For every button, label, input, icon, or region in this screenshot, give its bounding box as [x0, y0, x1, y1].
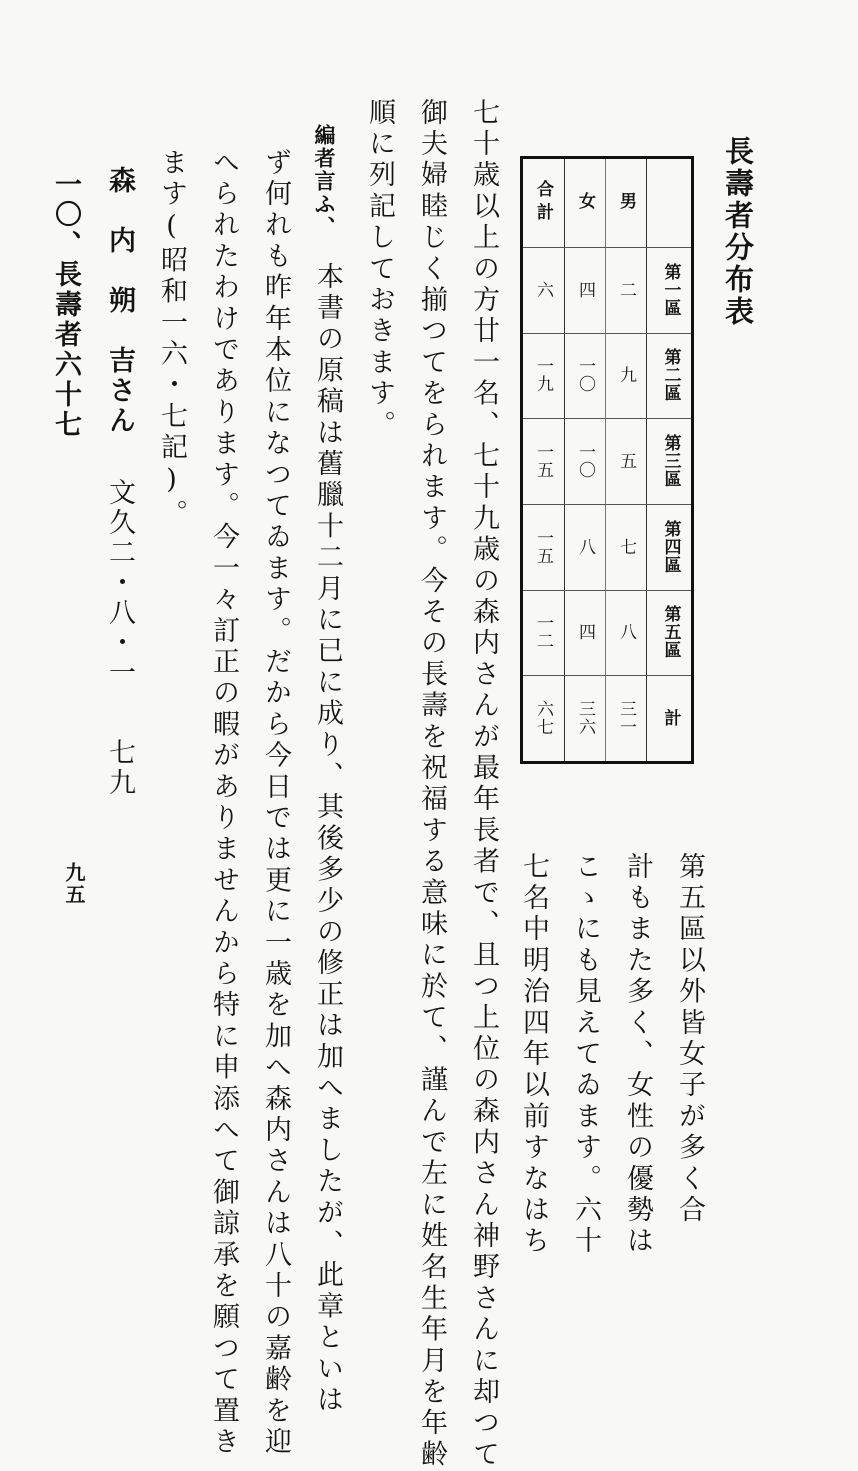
- total-count-text: 六: [533, 280, 553, 299]
- female-count: [565, 675, 606, 761]
- column-header-text: 計: [660, 709, 681, 728]
- male-count-text: 八: [616, 623, 636, 642]
- column-header: [647, 418, 695, 504]
- female-count-text: 四: [575, 623, 595, 642]
- total-count-text: 一二: [533, 614, 553, 651]
- total-count-text: 一五: [533, 443, 553, 480]
- intro-line: こゝにも見えてゐます。六十: [570, 852, 601, 1258]
- page-title: 長壽者分布表: [721, 136, 755, 328]
- female-count: [565, 333, 606, 419]
- column-header-text: 第二區: [660, 348, 681, 403]
- total-count-text: 一五: [533, 528, 553, 565]
- male-count-text: 九: [616, 366, 636, 385]
- longevity-distribution-table: [520, 156, 694, 764]
- editor-note-line: ます(昭和一六・七記)。: [156, 148, 187, 531]
- editor-note-line: へられたわけであります。今一々訂正の暇がありませんから特に申添へて御諒承を願つて置き: [208, 148, 239, 1459]
- column-divider: [523, 333, 691, 334]
- column-divider: [523, 418, 691, 419]
- row-label-male-text: 男: [616, 191, 636, 215]
- column-header-text: 第三區: [660, 434, 681, 489]
- male-count-text: 二: [616, 280, 636, 299]
- editor-note-label: 編者言ふ、: [312, 124, 337, 239]
- row-label-female-text: 女: [575, 191, 595, 215]
- column-header: [647, 504, 695, 590]
- female-count-text: 八: [575, 537, 595, 556]
- body-line: 順に列記しておきます。: [364, 98, 395, 442]
- male-count: [606, 590, 647, 676]
- body-line: 御夫婦睦じく揃つてをられます。今その長壽を祝福する意味に於て、謹んで左に姓名生年月を年齢: [416, 98, 447, 1471]
- intro-line: 七名中明治四年以前すなはち: [518, 852, 549, 1258]
- header-divider: [523, 247, 691, 248]
- body-line: 七十歳以上の方廿一名、七十九歳の森内さんが最年長者で、且つ上位の森内さん神野さんに却つて: [468, 98, 499, 1471]
- female-count: [565, 504, 606, 590]
- column-header-text: 第一區: [660, 262, 681, 317]
- row-label-total-text: 合計: [533, 180, 553, 226]
- column-divider: [523, 590, 691, 591]
- column-header: [647, 247, 695, 333]
- female-count-text: 三六: [575, 700, 595, 737]
- female-count: [565, 247, 606, 333]
- male-count-text: 三一: [616, 700, 636, 737]
- female-column: [564, 159, 606, 761]
- intro-line: 計もまた多く、女性の優勢は: [622, 852, 653, 1258]
- column-header: [647, 333, 695, 419]
- male-count: [606, 418, 647, 504]
- row-label-male: [606, 163, 647, 243]
- column-header-text: 第五區: [660, 605, 681, 660]
- entry-age: 七九: [104, 738, 135, 798]
- column-header: [647, 675, 695, 761]
- column-divider: [523, 504, 691, 505]
- row-label-female: [565, 163, 606, 243]
- total-count-text: 六七: [533, 700, 553, 737]
- column-header-text: 第四區: [660, 519, 681, 574]
- page-number: 九五: [62, 862, 86, 906]
- female-count: [565, 418, 606, 504]
- female-count-text: 四: [575, 280, 595, 299]
- row-label-total: [523, 163, 564, 243]
- column-header: [647, 590, 695, 676]
- male-column: [605, 159, 647, 761]
- female-count-text: 一〇: [575, 443, 595, 480]
- male-count: [606, 675, 647, 761]
- female-count: [565, 590, 606, 676]
- total-count-text: 一九: [533, 357, 553, 394]
- total-count: [523, 590, 564, 676]
- editor-note-line: ず何れも昨年本位になつてゐます。だから今日では更に一歳を加へ森内さんは八十の嘉齢を迎: [260, 148, 291, 1459]
- column-divider: [523, 675, 691, 676]
- male-count-text: 五: [616, 452, 636, 471]
- female-count-text: 一〇: [575, 357, 595, 394]
- total-count: [523, 504, 564, 590]
- total-count: [523, 418, 564, 504]
- entry-birth-date: 文久二・八・一: [104, 478, 135, 688]
- total-count: [523, 675, 564, 761]
- editor-note-line: 本書の原稿は舊臘十二月に已に成り、其後多少の修正は加へましたが、此章といは: [312, 262, 343, 1417]
- intro-line: 第五區以外皆女子が多く合: [674, 852, 705, 1227]
- male-count-text: 七: [616, 537, 636, 556]
- column-headers: [646, 159, 695, 761]
- total-column: [523, 159, 564, 761]
- male-count: [606, 504, 647, 590]
- total-count: [523, 247, 564, 333]
- male-count: [606, 247, 647, 333]
- total-count: [523, 333, 564, 419]
- male-count: [606, 333, 647, 419]
- section-heading: 一〇、長壽者六十七: [50, 170, 81, 440]
- entry-name: 森 内 朔 吉さん: [104, 166, 135, 436]
